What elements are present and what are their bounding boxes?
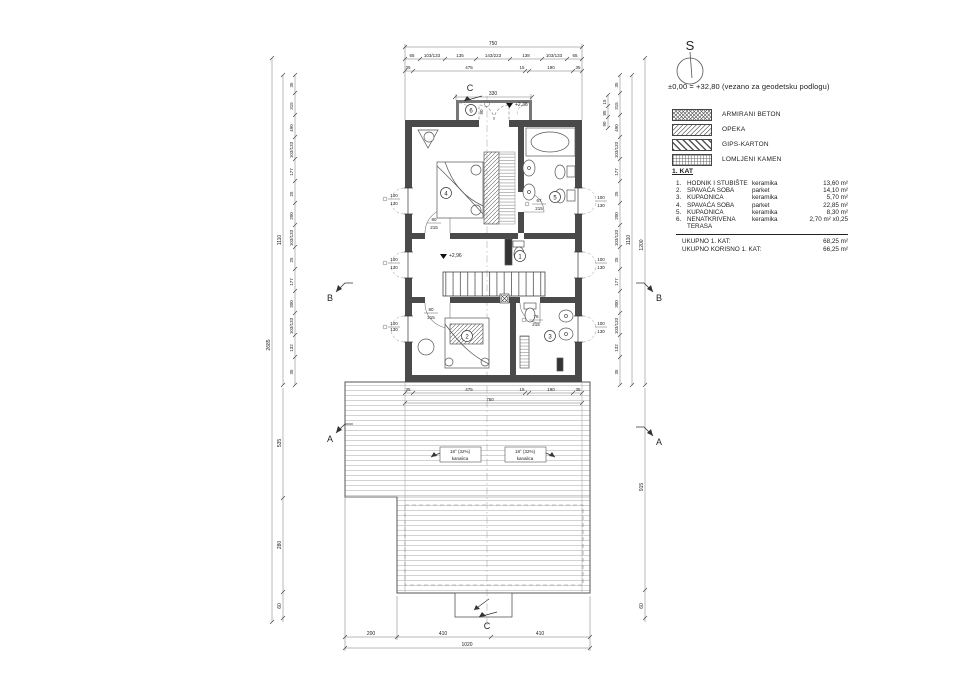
dim-label: 490 <box>289 124 294 132</box>
window-size-label: 100 <box>597 257 605 262</box>
section-marker-b-right: B <box>655 293 663 303</box>
total-value: 68,25 m² <box>823 238 848 246</box>
room-no: 3. <box>676 194 682 202</box>
legend-item <box>672 138 782 151</box>
hatch-swatch-concrete <box>672 109 712 121</box>
window-size-label: 100 <box>390 257 398 262</box>
dim-label: 25 <box>289 257 294 263</box>
room-area: 14,10 m² <box>823 187 848 195</box>
table-row <box>676 187 848 194</box>
dim-label: 60 <box>277 603 283 609</box>
room-finish: keramika <box>752 180 778 187</box>
dim-label: 103/133 <box>614 229 619 247</box>
dim-label: 177 <box>289 168 294 176</box>
roof-slope-value: 18° (32%) <box>449 449 471 454</box>
total-row <box>676 246 848 254</box>
left-dimension-labels <box>266 82 294 609</box>
datum-note: ±0,00 = +32,80 (vezano za geodetsku podlogu) <box>668 82 830 91</box>
dim-label: 135 <box>456 53 464 58</box>
dim-label: 65 <box>572 53 578 58</box>
north-label: S <box>685 38 695 53</box>
right-dimension-labels <box>602 82 645 609</box>
legend-item <box>672 108 782 121</box>
room-number: 2 <box>465 334 469 341</box>
room-number: 1 <box>518 254 522 261</box>
floor-heading: 1. KAT <box>672 168 694 175</box>
dim-label: 35 <box>289 82 294 88</box>
dim-label: 190 <box>547 65 555 70</box>
room-finish: keramika <box>752 216 778 224</box>
room-no: 2. <box>676 187 682 195</box>
room-name: HODNIK I STUBIŠTE <box>687 180 748 187</box>
dim-label: 85 <box>602 110 607 116</box>
north-arrow <box>677 38 703 84</box>
hatch-swatch-brick <box>672 124 712 136</box>
dim-label: 1020 <box>461 642 473 648</box>
room-area: 22,85 m² <box>823 201 848 209</box>
right-dimension-chain <box>606 56 647 622</box>
room-number: 6 <box>469 108 473 115</box>
dim-label: 103/133 <box>289 229 294 247</box>
dim-label: 1110 <box>626 234 632 246</box>
window-size-label: 130 <box>390 201 398 206</box>
roof-plan <box>345 382 590 617</box>
hatch-swatch-drywall <box>672 139 712 151</box>
dim-label: 132 <box>289 344 294 352</box>
top-dimension-labels <box>405 41 581 97</box>
section-marker-a-right: A <box>655 437 663 447</box>
wardrobe <box>484 152 515 224</box>
dim-label: 103/133 <box>614 317 619 335</box>
dim-label: 315 <box>289 102 294 110</box>
dim-label: 410 <box>438 631 448 637</box>
room-name: KUPAONICA <box>687 208 724 216</box>
left-dimension-chain <box>270 56 297 624</box>
roof-dormer <box>455 593 512 617</box>
dim-label: 2685 <box>266 339 272 351</box>
dim-label: 132 <box>614 344 619 352</box>
section-marker-c-top: C <box>466 83 474 93</box>
dim-label: 103/133 <box>545 53 563 58</box>
dim-label: 300 <box>289 300 294 308</box>
window-size-label: 130 <box>390 327 398 332</box>
total-row <box>676 238 848 246</box>
dim-label: 475 <box>465 387 473 392</box>
dim-label: 200 <box>366 631 376 637</box>
room-name: SPAVAĆA SOBA <box>687 201 735 209</box>
room-no: 5. <box>676 208 682 216</box>
room-name: NENATKRIVENA TERASA <box>687 216 736 231</box>
dim-label: 65 <box>409 53 415 58</box>
dim-label: 103/133 <box>289 141 294 159</box>
room-no: 6. <box>676 216 682 224</box>
dim-label: 750 <box>486 397 494 402</box>
room-number: 5 <box>553 195 557 202</box>
room-no: 1. <box>676 180 682 187</box>
dim-label: 143/223 <box>484 53 502 58</box>
level-hall: +2,96 <box>449 253 462 259</box>
room-number: 4 <box>444 191 448 198</box>
table-row <box>676 209 848 216</box>
door-size-label: 80 <box>431 217 437 222</box>
dim-label: 1200 <box>639 239 645 251</box>
room-name: SPAVAĆA SOBA <box>687 187 735 195</box>
dim-label: 200 <box>614 212 619 220</box>
dim-label: 330 <box>488 91 498 97</box>
dim-label: 300 <box>614 300 619 308</box>
wardrobe-corner <box>418 130 438 148</box>
window-size-label: 100 <box>597 321 605 326</box>
total-value: 66,25 m² <box>823 246 848 254</box>
dim-label: 90 <box>602 121 607 127</box>
legend-label: GIPS-KARTON <box>722 141 769 148</box>
window-size-label: 130 <box>390 265 398 270</box>
dim-label: 200 <box>289 212 294 220</box>
door-size-label: 215 <box>532 322 540 327</box>
table-row <box>676 216 848 230</box>
dim-label: 915 <box>639 482 645 492</box>
window-size-label: 130 <box>597 203 605 208</box>
dim-label: 60 <box>639 603 645 609</box>
dim-label: 15 <box>519 65 525 70</box>
dim-label: 475 <box>465 65 473 70</box>
room-area: 8,30 m² <box>826 208 848 216</box>
dim-label: 138 <box>522 53 530 58</box>
window-size-label: 100 <box>597 195 605 200</box>
room-area: 5,70 m² <box>826 194 848 202</box>
bottom-dimension-labels <box>367 631 545 648</box>
dim-label: 1110 <box>277 234 283 246</box>
dim-label: 35 <box>575 65 581 70</box>
room-schedule-table <box>676 180 848 254</box>
door-size-label: 215 <box>535 206 543 211</box>
dim-label: 280 <box>277 540 283 550</box>
total-label: UKUPNO 1. KAT: <box>682 238 731 246</box>
legend-item <box>672 153 782 166</box>
window-size-label: 130 <box>597 329 605 334</box>
roof-material-label: kanalica <box>451 456 469 461</box>
dim-label: 25 <box>614 257 619 263</box>
room-number: 3 <box>548 334 552 341</box>
room-area: 2,70 m² x0,25 <box>809 216 848 224</box>
dim-label: 315 <box>614 102 619 110</box>
dim-label: 490 <box>614 124 619 132</box>
room-finish: parket <box>752 187 770 195</box>
room-finish: keramika <box>752 208 778 216</box>
level-terrace: +2,36 <box>515 102 528 108</box>
door-size-label: 215 <box>430 225 438 230</box>
total-label: UKUPNO KORISNO 1. KAT: <box>682 246 762 254</box>
room-no: 4. <box>676 201 682 209</box>
room-name: KUPAONICA <box>687 194 724 202</box>
dim-label: 35 <box>405 387 411 392</box>
legend-label: ARMIRANI BETON <box>722 111 781 118</box>
schedule-totals <box>676 234 848 254</box>
dim-label: 750 <box>488 41 498 47</box>
dim-label: 177 <box>289 278 294 286</box>
dim-label: 25 <box>289 191 294 197</box>
legend-label: LOMLJENI KAMEN <box>722 156 782 163</box>
dim-label: 103/133 <box>289 317 294 335</box>
room-finish: keramika <box>752 194 778 202</box>
dim-label: 103/133 <box>423 53 441 58</box>
section-marker-a-left: A <box>326 434 334 444</box>
section-marker-c-bottom: C <box>483 621 491 631</box>
table-row <box>676 194 848 201</box>
dim-label: 190 <box>547 387 555 392</box>
door-size-label: 67 <box>536 198 542 203</box>
dim-label: 35 <box>614 82 619 88</box>
materials-legend <box>672 108 782 168</box>
dim-label: 103/133 <box>614 141 619 159</box>
dim-label: 35 <box>575 387 581 392</box>
dim-label: 35 <box>289 369 294 375</box>
dim-label: 177 <box>614 278 619 286</box>
chair <box>418 339 434 355</box>
section-marker-b-left: B <box>326 293 334 303</box>
legend-item <box>672 123 782 136</box>
dim-label: 410 <box>535 631 545 637</box>
roof-material-label: kanalica <box>516 456 534 461</box>
dim-label: 35 <box>405 65 411 70</box>
dim-label: 535 <box>277 438 283 448</box>
room-area: 13,60 m² <box>823 180 848 187</box>
window-size-label: 130 <box>597 265 605 270</box>
room-finish: parket <box>752 201 770 209</box>
dim-label: 177 <box>614 168 619 176</box>
roof-slope-value: 18° (32%) <box>514 449 536 454</box>
dim-label: 15 <box>519 387 525 392</box>
bed-room2 <box>418 318 489 368</box>
window-size-label: 100 <box>390 321 398 326</box>
window-size-label: 100 <box>390 193 398 198</box>
door-size-label: 80 <box>428 307 434 312</box>
bathroom5-fixtures <box>523 128 575 203</box>
door-size-label: 76 <box>533 314 539 319</box>
dim-label: 25 <box>614 191 619 197</box>
table-row <box>676 202 848 209</box>
dim-label: 15 <box>602 99 607 105</box>
dim-label: 35 <box>614 369 619 375</box>
hatch-swatch-stone <box>672 154 712 166</box>
legend-label: OPEKA <box>722 126 746 133</box>
door-leaf-label: 90 <box>479 109 484 115</box>
door-size-label: 215 <box>427 315 435 320</box>
